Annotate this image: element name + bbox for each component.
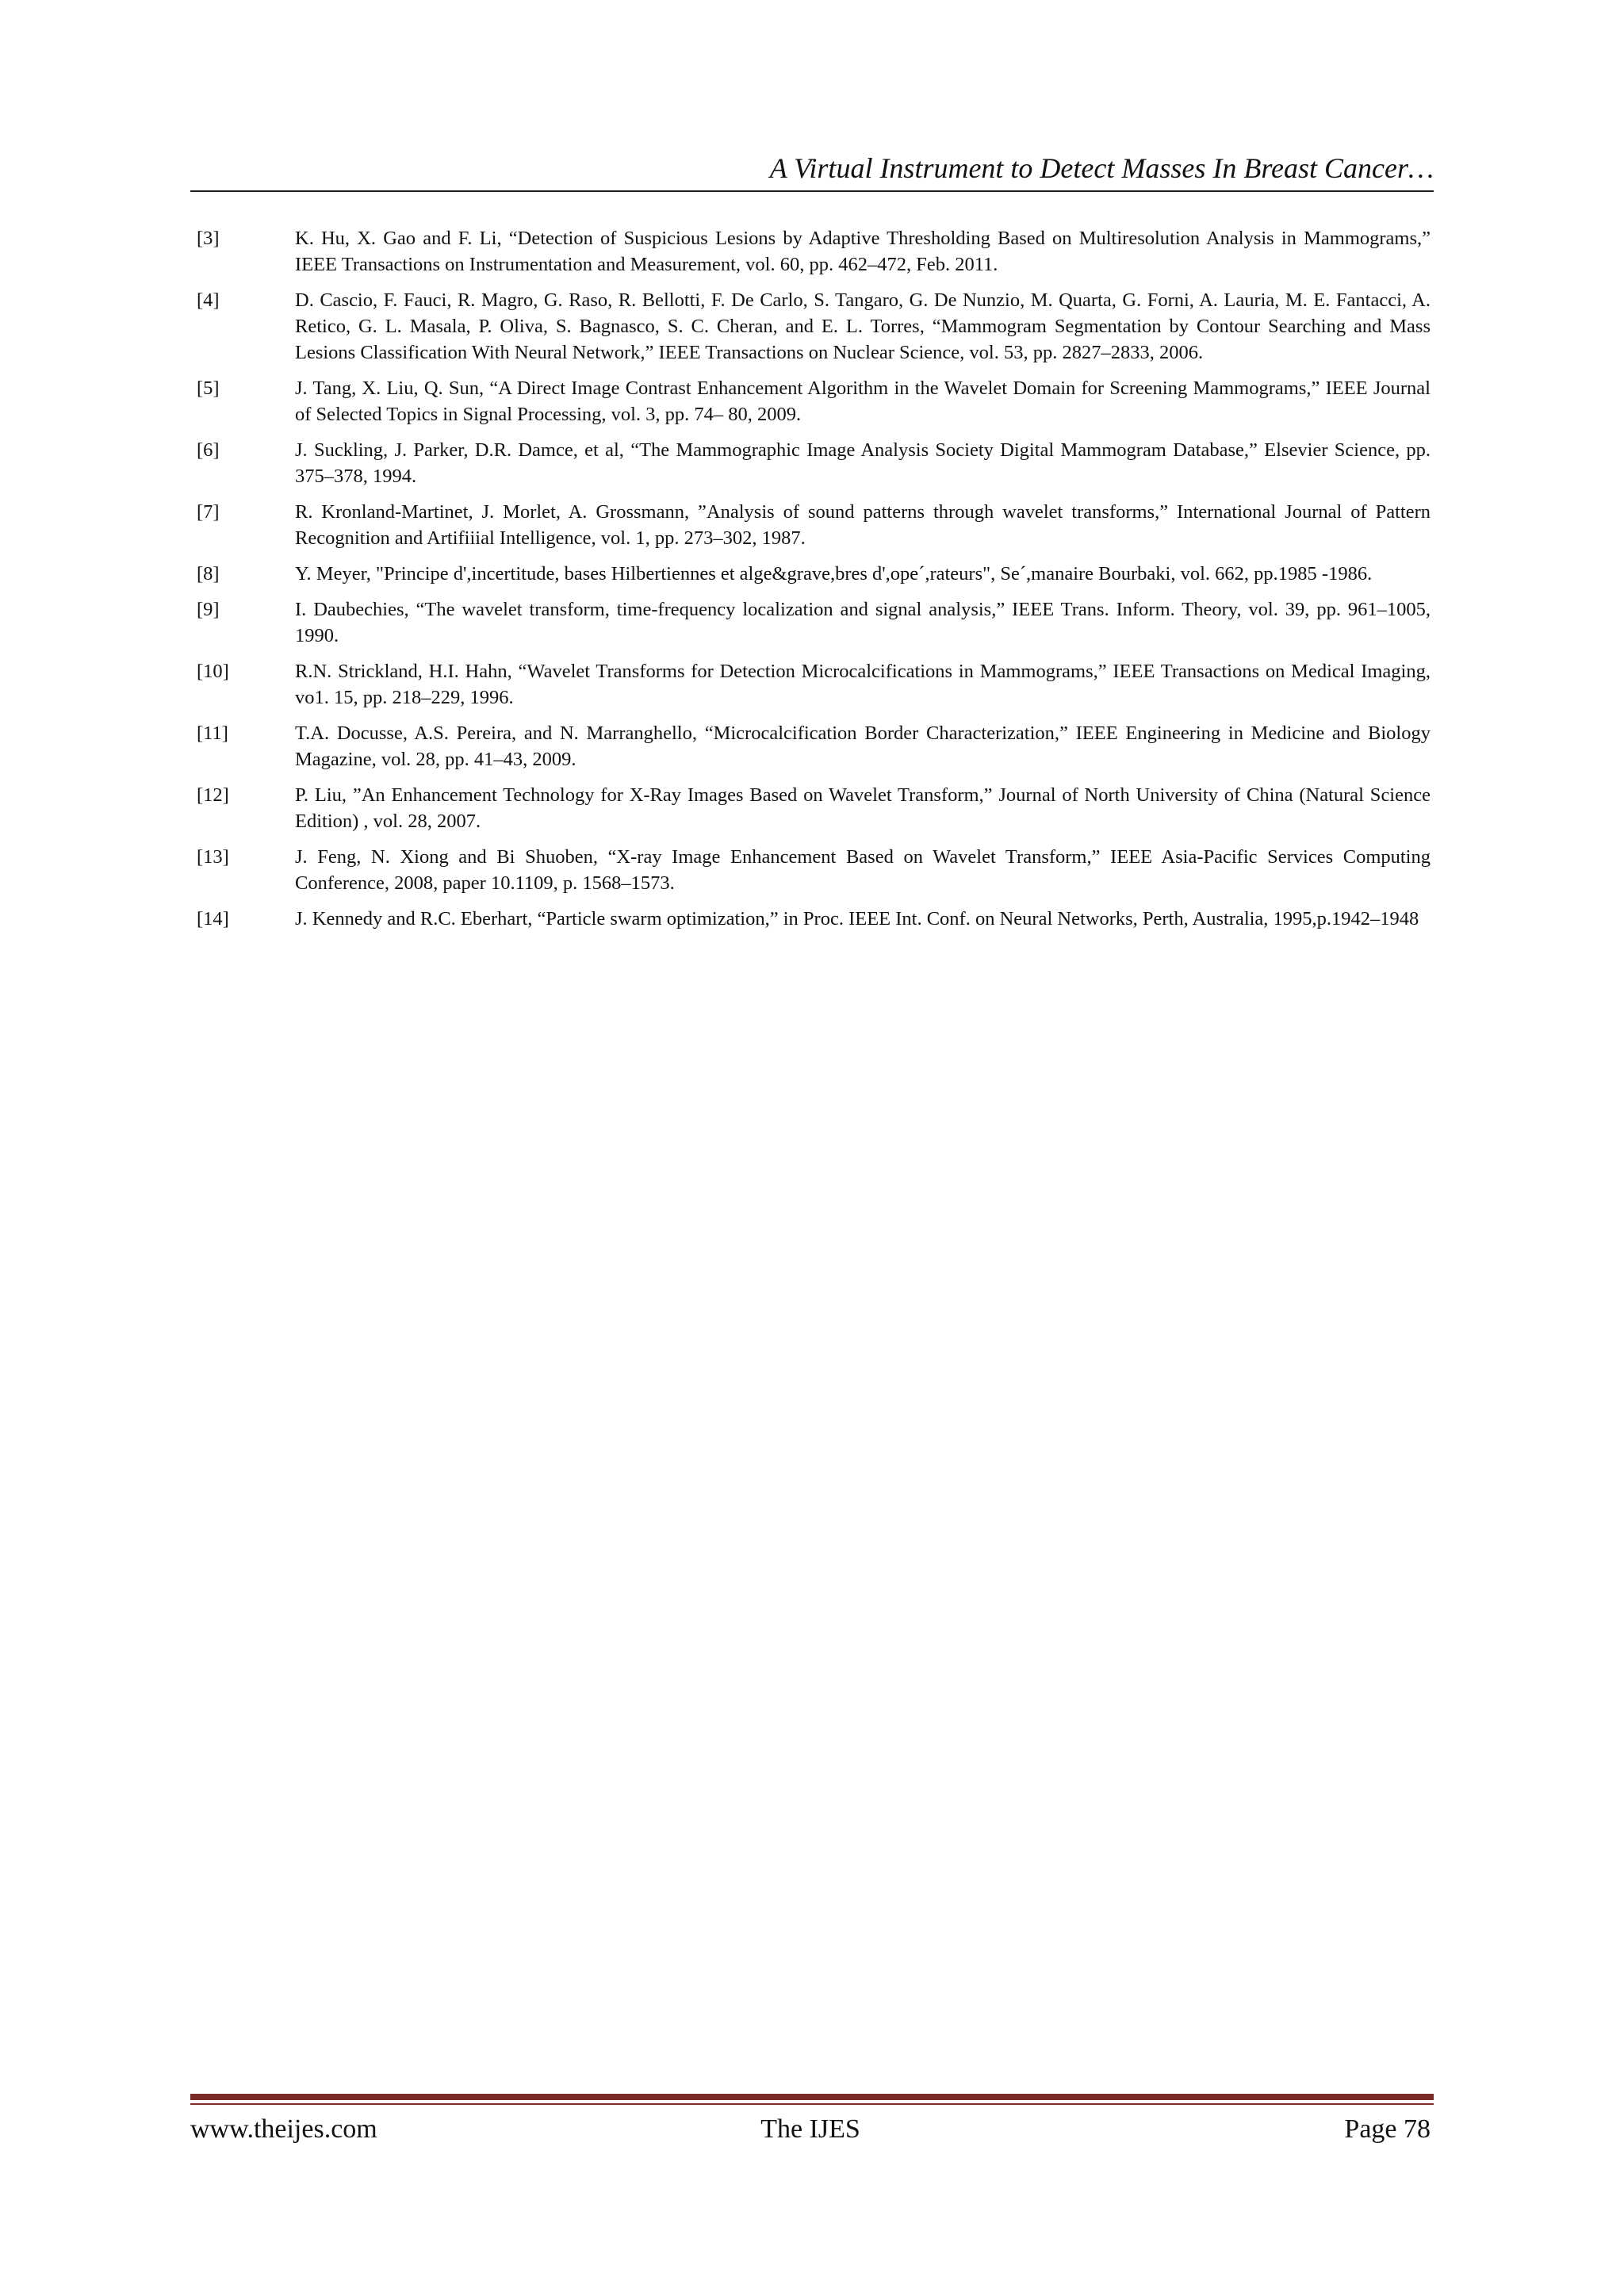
reference-number: [13]	[197, 846, 229, 868]
footer-divider-thick	[190, 2094, 1434, 2100]
reference-item	[190, 561, 1431, 587]
reference-number: [14]	[197, 908, 229, 930]
reference-item	[190, 658, 1431, 711]
reference-item	[190, 844, 1431, 896]
reference-number: [4]	[197, 289, 220, 311]
reference-number: [7]	[197, 501, 220, 523]
reference-number: [11]	[197, 723, 228, 744]
reference-number: [12]	[197, 784, 229, 806]
reference-list	[190, 225, 1431, 941]
header-divider	[190, 190, 1434, 192]
reference-item	[190, 720, 1431, 772]
reference-number: [10]	[197, 661, 229, 682]
reference-item	[190, 225, 1431, 278]
reference-text: J. Tang, X. Liu, Q. Sun, “A Direct Image Contrast Enhancement Algorithm in the Wavelet Domain for Screening Mammograms,” IEEE Journal of Selected Topics in Signal Processing, vol. 3, pp. 74– 80, 2009.	[295, 378, 1431, 425]
reference-text: J. Suckling, J. Parker, D.R. Damce, et al, “The Mammographic Image Analysis Society Digital Mammogram Database,” Elsevier Science, pp. 375–378, 1994.	[295, 439, 1431, 487]
reference-item	[190, 906, 1431, 932]
reference-text: J. Kennedy and R.C. Eberhart, “Particle swarm optimization,” in Proc. IEEE Int. Conf. on Neural Networks, Perth, Australia, 1995,p.1942–1948	[295, 908, 1419, 930]
page-footer	[190, 2110, 1431, 2149]
reference-number: [5]	[197, 378, 220, 399]
reference-text: R. Kronland-Martinet, J. Morlet, A. Grossmann, ”Analysis of sound patterns through wavelet transforms,” International Journal of Pattern Recognition and Artifiiial Intelligence, vol. 1, pp. 273–302, 1987.	[295, 501, 1431, 549]
footer-divider-thin	[190, 2103, 1434, 2105]
reference-item	[190, 287, 1431, 366]
footer-page-number: Page 78	[1344, 2114, 1431, 2144]
reference-text: D. Cascio, F. Fauci, R. Magro, G. Raso, R. Bellotti, F. De Carlo, S. Tangaro, G. De Nunzio, M. Quarta, G. Forni, A. Lauria, M. E. Fantacci, A. Retico, G. L. Masala, P. Oliva, S. Bagnasco, S. C. Cheran, and E. L. Torres, “Mammogram Segmentation by Contour Searching and Mass Lesions Classification With Neural Network,” IEEE Transactions on Nuclear Science, vol. 53, pp. 2827–2833, 2006.	[295, 289, 1431, 363]
reference-text: T.A. Docusse, A.S. Pereira, and N. Marranghello, “Microcalcification Border Characterization,” IEEE Engineering in Medicine and Biology Magazine, vol. 28, pp. 41–43, 2009.	[295, 723, 1431, 770]
running-header-title: A Virtual Instrument to Detect Masses In Breast Cancer…	[769, 152, 1434, 184]
footer-journal-name: The IJES	[760, 2114, 860, 2144]
reference-number: [8]	[197, 563, 220, 585]
reference-text: I. Daubechies, “The wavelet transform, time-frequency localization and signal analysis,” IEEE Trans. Inform. Theory, vol. 39, pp. 961–1005, 1990.	[295, 599, 1431, 646]
reference-item	[190, 437, 1431, 489]
reference-text: Y. Meyer, "Principe d',incertitude, bases Hilbertiennes et alge&grave,bres d',ope´,rateurs", Se´,manaire Bourbaki, vol. 662, pp.1985 -1986.	[295, 563, 1373, 585]
reference-text: R.N. Strickland, H.I. Hahn, “Wavelet Transforms for Detection Microcalcifications in Mammograms,” IEEE Transactions on Medical Imaging, vo1. 15, pp. 218–229, 1996.	[295, 661, 1431, 708]
reference-item	[190, 782, 1431, 834]
reference-text: J. Feng, N. Xiong and Bi Shuoben, “X-ray Image Enhancement Based on Wavelet Transform,” IEEE Asia-Pacific Services Computing Conference, 2008, paper 10.1109, p. 1568–1573.	[295, 846, 1431, 894]
reference-item	[190, 375, 1431, 427]
reference-number: [9]	[197, 599, 220, 620]
reference-number: [3]	[197, 228, 220, 249]
reference-text: P. Liu, ”An Enhancement Technology for X-Ray Images Based on Wavelet Transform,” Journal of North University of China (Natural Science Edition) , vol. 28, 2007.	[295, 784, 1431, 832]
reference-text: K. Hu, X. Gao and F. Li, “Detection of Suspicious Lesions by Adaptive Thresholding Based on Multiresolution Analysis in Mammograms,” IEEE Transactions on Instrumentation and Measurement, vol. 60, pp. 462–472, Feb. 2011.	[295, 228, 1431, 275]
reference-item	[190, 499, 1431, 551]
reference-item	[190, 596, 1431, 649]
reference-number: [6]	[197, 439, 220, 461]
footer-website-link[interactable]: www.theijes.com	[190, 2114, 377, 2144]
